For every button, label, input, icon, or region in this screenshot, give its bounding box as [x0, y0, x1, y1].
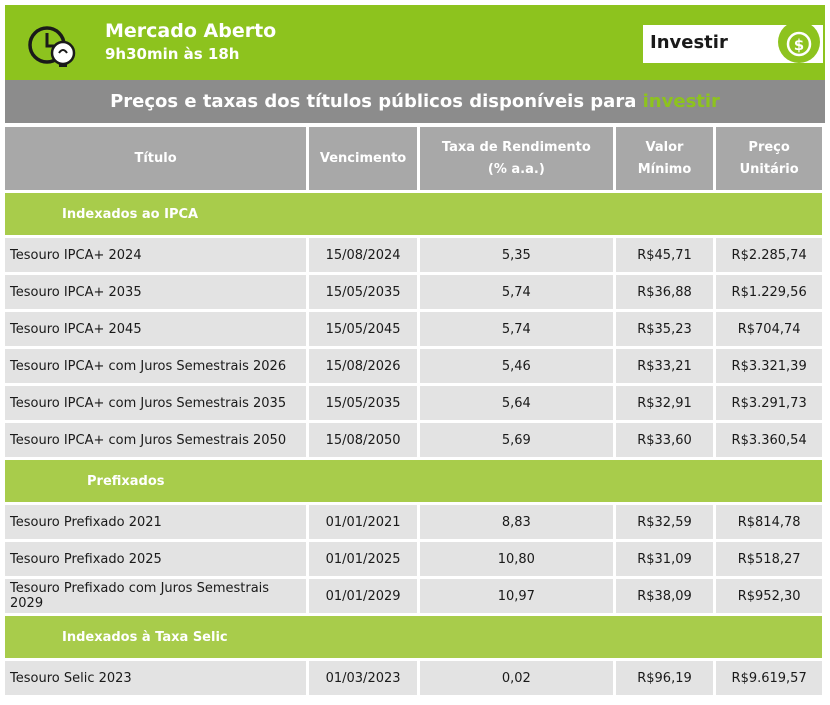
invest-button-label: Investir [650, 32, 728, 53]
table-row [5, 505, 822, 539]
group-row [5, 460, 822, 502]
unit-price-cell: R$704,74 [716, 312, 822, 346]
table-row [5, 349, 822, 383]
min-value-cell: R$36,88 [616, 275, 714, 309]
bond-title-cell: Tesouro Prefixado 2021 [5, 505, 306, 539]
maturity-date-cell: 15/08/2026 [309, 349, 417, 383]
bonds-table [2, 124, 825, 698]
min-value-cell: R$45,71 [616, 238, 714, 272]
min-value-cell: R$38,09 [616, 579, 714, 613]
min-value-cell: R$33,60 [616, 423, 714, 457]
yield-rate-cell: 5,35 [420, 238, 613, 272]
bond-title-cell: Tesouro IPCA+ com Juros Semestrais 2035 [5, 386, 306, 420]
min-value-cell: R$33,21 [616, 349, 714, 383]
bond-title-cell: Tesouro Selic 2023 [5, 661, 306, 695]
min-value-cell: R$35,23 [616, 312, 714, 346]
min-value-cell: R$32,91 [616, 386, 714, 420]
unit-price-cell: R$518,27 [716, 542, 822, 576]
market-status-title: Mercado Aberto [105, 20, 277, 42]
yield-rate-cell: 0,02 [420, 661, 613, 695]
group-row [5, 193, 822, 235]
yield-rate-cell: 5,74 [420, 275, 613, 309]
unit-price-cell: R$9.619,57 [716, 661, 822, 695]
clock-bulb-icon [27, 23, 77, 71]
table-header-row [5, 127, 822, 190]
yield-rate-cell: 5,74 [420, 312, 613, 346]
bond-title-cell: Tesouro Prefixado com Juros Semestrais 2029 [5, 579, 306, 613]
unit-price-cell: R$952,30 [716, 579, 822, 613]
unit-price-cell: R$1.229,56 [716, 275, 822, 309]
table-body [5, 193, 822, 695]
yield-rate-cell: 8,83 [420, 505, 613, 539]
unit-price-cell: R$3.291,73 [716, 386, 822, 420]
column-header-preco-unitario: Preço Unitário [716, 127, 822, 190]
group-row [5, 616, 822, 658]
market-status-bar [5, 5, 825, 80]
min-value-cell: R$32,59 [616, 505, 714, 539]
bond-title-cell: Tesouro IPCA+ 2045 [5, 312, 306, 346]
table-row [5, 579, 822, 613]
unit-price-cell: R$3.360,54 [716, 423, 822, 457]
table-row [5, 386, 822, 420]
maturity-date-cell: 15/08/2050 [309, 423, 417, 457]
table-row [5, 312, 822, 346]
table-row [5, 661, 822, 695]
bond-title-cell: Tesouro IPCA+ com Juros Semestrais 2026 [5, 349, 306, 383]
unit-price-cell: R$3.321,39 [716, 349, 822, 383]
maturity-date-cell: 01/01/2029 [309, 579, 417, 613]
table-row [5, 423, 822, 457]
bond-title-cell: Tesouro IPCA+ 2035 [5, 275, 306, 309]
min-value-cell: R$96,19 [616, 661, 714, 695]
maturity-date-cell: 15/05/2035 [309, 275, 417, 309]
yield-rate-cell: 5,69 [420, 423, 613, 457]
svg-text:$: $ [793, 36, 805, 54]
table-row [5, 542, 822, 576]
unit-price-cell: R$814,78 [716, 505, 822, 539]
min-value-cell: R$31,09 [616, 542, 714, 576]
page-title-accent: investir [642, 91, 720, 112]
group-label: Indexados ao IPCA [5, 193, 822, 235]
yield-rate-cell: 5,46 [420, 349, 613, 383]
table-row [5, 275, 822, 309]
table-row [5, 238, 822, 272]
column-header-valor-minimo: Valor Mínimo [616, 127, 714, 190]
maturity-date-cell: 01/01/2025 [309, 542, 417, 576]
market-hours: 9h30min às 18h [105, 45, 240, 63]
yield-rate-cell: 10,97 [420, 579, 613, 613]
unit-price-cell: R$2.285,74 [716, 238, 822, 272]
bond-title-cell: Tesouro IPCA+ com Juros Semestrais 2050 [5, 423, 306, 457]
column-header-titulo: Título [5, 127, 306, 190]
invest-button[interactable] [643, 25, 823, 63]
bond-title-cell: Tesouro Prefixado 2025 [5, 542, 306, 576]
maturity-date-cell: 15/08/2024 [309, 238, 417, 272]
yield-rate-cell: 5,64 [420, 386, 613, 420]
group-label: Prefixados [5, 460, 822, 502]
maturity-date-cell: 15/05/2035 [309, 386, 417, 420]
column-header-taxa: Taxa de Rendimento (% a.a.) [420, 127, 613, 190]
group-label: Indexados à Taxa Selic [5, 616, 822, 658]
maturity-date-cell: 01/01/2021 [309, 505, 417, 539]
maturity-date-cell: 15/05/2045 [309, 312, 417, 346]
column-header-vencimento: Vencimento [309, 127, 417, 190]
maturity-date-cell: 01/03/2023 [309, 661, 417, 695]
piggy-bank-dollar-icon [771, 13, 823, 65]
bond-title-cell: Tesouro IPCA+ 2024 [5, 238, 306, 272]
page-title-main: Preços e taxas dos títulos públicos disponíveis para [110, 91, 637, 112]
yield-rate-cell: 10,80 [420, 542, 613, 576]
page-title [5, 80, 825, 123]
